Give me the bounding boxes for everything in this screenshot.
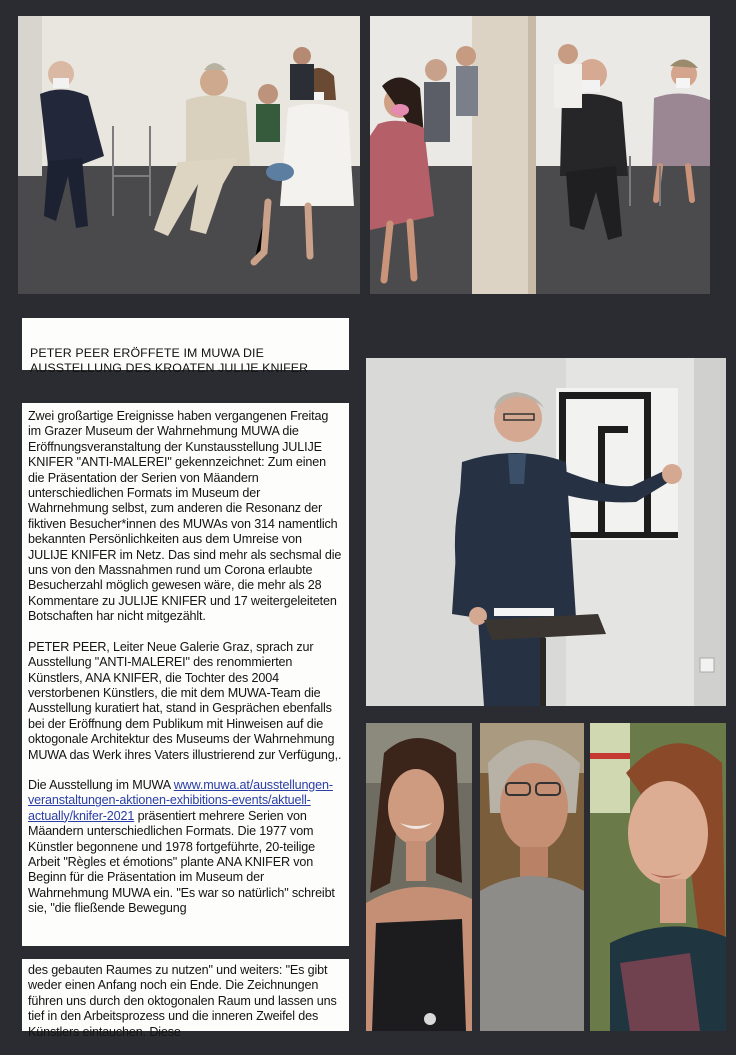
audience-photo-right <box>370 16 710 294</box>
paragraph-3-rest: präsentiert mehrere Serien von Mäandern unterschiedlichen Formats. Die 1977 vom Künstler begonnene und 1978 fortgeführte, 20-teilige Arbeit "Règles et émotions" plante ANA KNIFER von Beginn für die Präsentation im Museum der Wahrnehmung MUWA ein. "Es war so natürlich" schreibt sie, "die fließende Bewegung <box>28 808 335 916</box>
headline-box <box>22 318 349 375</box>
portrait-older-woman <box>480 723 584 1031</box>
article-body <box>22 403 349 946</box>
paragraph-1: Zwei großartige Ereignisse haben vergangenen Freitag im Grazer Museum der Wahrnehmung MUWA die Eröffnungsveranstaltung der Kunstausstellung JULIJE KNIFER "ANTI-MALEREI" gekennzeichnet: Zum einen die Präsentation der Serien von Mäandern unterschiedlichen Formats im Museum der Wahrnehmung selbst, zum anderen die Resonanz der fiktiven Besucher*innen des MUWAs von 314 namentlich bekannten Persönlichkeiten aus dem Umreise von JULIJE KNIFER im Netz. Das sind mehr als sechsmal die uns von den Massnahmen rund um Corona erlaubte Besucherzahl möglich gewesen wäre, die mehr als 28 Kommentare zu JULIJE KNIFER und 17 weitergeleiteten Botschaften har nicht mitgezählt. <box>28 409 342 624</box>
paragraph-2: PETER PEER, Leiter Neue Galerie Graz, sprach zur Ausstellung "ANTI-MALEREI" des renommierten Künstlers, ANA KNIFER, die Tochter des 2004 verstorbenen Künstlers, die mit dem MUWA-Team die Ausstellung kuratiert hat, stand in Gesprächen ebenfalls bei der Eröffnung dem Publikum mit Hinweisen auf die oktogonale Architektur des Museums der Wahrnehmung MUWA das Werk ihres Vaters illustrierend zur Verfügung,. <box>28 639 342 762</box>
portrait-girl <box>590 723 726 1031</box>
article-body-continued <box>22 959 349 1039</box>
exhibition-link[interactable]: www.muwa.at/ausstellungen-veranstaltungen-aktionen-exhibitions-events/aktuell-actually/knifer-2021 <box>28 777 333 823</box>
headline: PETER PEER ERÖFFETE IM MUWA DIE AUSSTELLUNG DES KROATEN JULIJE KNIFER <box>30 346 309 375</box>
speaker-photo <box>366 358 726 706</box>
paragraph-3 <box>28 778 343 917</box>
paragraph-3-lead: Die Ausstellung im MUWA <box>28 777 174 792</box>
paragraph-continuation: des gebauten Raumes zu nutzen" und weiters: "Es gibt weder einen Anfang noch ein Ende. Die Zeichnungen führen uns durch den oktogonalen Raum und lassen uns tief in den Arbeitsprozess und die inneren Zweifel des Künstlers eintauchen. Diese <box>28 963 337 1039</box>
audience-photo-left <box>18 16 360 294</box>
portrait-young-woman <box>366 723 472 1031</box>
